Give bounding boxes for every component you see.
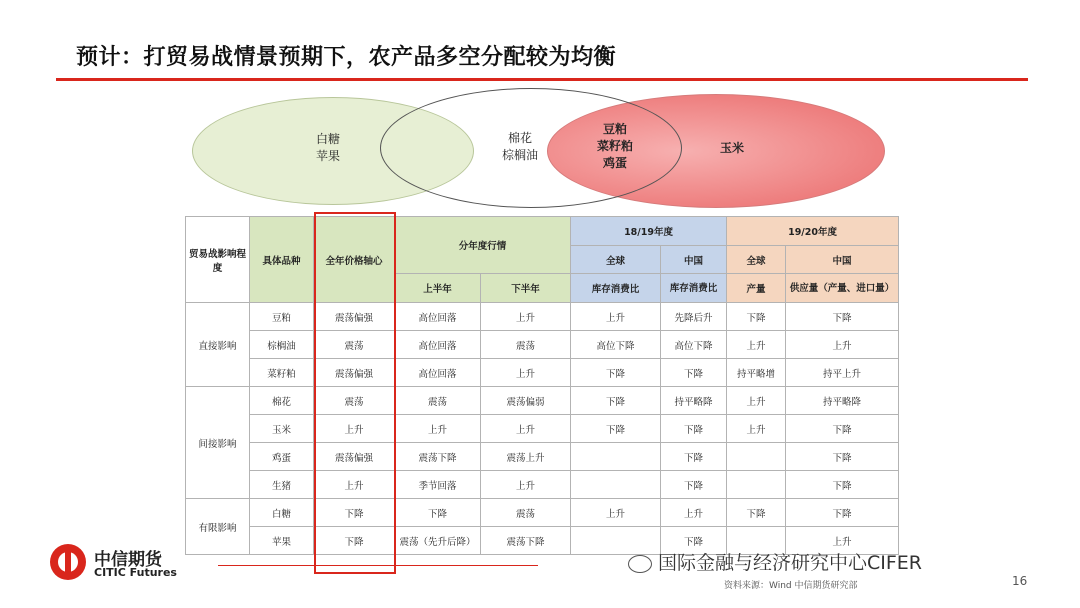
table-row xyxy=(186,387,899,415)
cell: 高位回落 xyxy=(395,303,481,331)
cell xyxy=(727,471,786,499)
header-1920-global-production: 产量 xyxy=(727,274,786,303)
table-row xyxy=(186,471,899,499)
cell: 上升 xyxy=(727,331,786,359)
venn-middle-line-2: 棕榈油 xyxy=(501,148,538,162)
cell: 震荡 xyxy=(395,387,481,415)
table-row xyxy=(186,359,899,387)
cell: 震荡 xyxy=(314,387,395,415)
cell: 上升 xyxy=(481,303,571,331)
header-1920-china-supply: 供应量（产量、进口量） xyxy=(786,274,899,303)
header-second-half: 下半年 xyxy=(481,274,571,303)
cell: 震荡上升 xyxy=(481,443,571,471)
group-label-indirect: 间接影响 xyxy=(186,387,250,499)
venn-right-line-1: 玉米 xyxy=(719,141,744,155)
table-row xyxy=(186,415,899,443)
cell xyxy=(571,443,661,471)
cell: 持平略增 xyxy=(727,359,786,387)
logo-text-en: CITIC Futures xyxy=(94,566,177,579)
wechat-icon xyxy=(628,555,652,573)
cell: 持平略降 xyxy=(661,387,727,415)
venn-overlap-line-2: 菜籽粕 xyxy=(596,139,633,153)
cell: 豆粕 xyxy=(250,303,314,331)
cell: 震荡 xyxy=(481,331,571,359)
cell: 下降 xyxy=(727,303,786,331)
cell: 上升 xyxy=(786,331,899,359)
cell: 下降 xyxy=(314,499,395,527)
cell: 震荡 xyxy=(314,331,395,359)
cell: 持平上升 xyxy=(786,359,899,387)
cell: 下降 xyxy=(661,359,727,387)
slide-title: 预计：打贸易战情景预期下，农产品多空分配较为均衡 xyxy=(76,45,617,70)
cell: 震荡偏强 xyxy=(314,359,395,387)
cell: 上升 xyxy=(661,499,727,527)
header-season-1819: 18/19年度 xyxy=(571,217,727,246)
header-half-year-group: 分年度行情 xyxy=(395,217,571,274)
header-impact-degree: 贸易战影响程度 xyxy=(186,217,250,303)
cell: 上升 xyxy=(571,499,661,527)
cell: 下降 xyxy=(786,499,899,527)
cell: 下降 xyxy=(571,359,661,387)
cell: 震荡偏强 xyxy=(314,443,395,471)
cell: 持平略降 xyxy=(786,387,899,415)
cell: 下降 xyxy=(571,387,661,415)
impact-table-wrapper xyxy=(185,216,898,555)
cell: 鸡蛋 xyxy=(250,443,314,471)
cell: 上升 xyxy=(481,415,571,443)
header-1920-china: 中国 xyxy=(786,246,899,274)
cell: 震荡（先升后降） xyxy=(395,527,481,555)
header-season-1920: 19/20年度 xyxy=(727,217,899,246)
venn-overlap-line-3: 鸡蛋 xyxy=(602,156,627,170)
table-row xyxy=(186,499,899,527)
cell: 先降后升 xyxy=(661,303,727,331)
cell: 菜籽粕 xyxy=(250,359,314,387)
venn-overlap-label xyxy=(580,121,650,172)
cell: 下降 xyxy=(661,443,727,471)
page-number: 16 xyxy=(1012,574,1028,588)
cell: 生猪 xyxy=(250,471,314,499)
venn-left-line-2: 苹果 xyxy=(315,149,340,163)
venn-overlap-line-1: 豆粕 xyxy=(602,122,627,136)
impact-table xyxy=(185,216,899,555)
cell: 上升 xyxy=(727,415,786,443)
cell: 震荡下降 xyxy=(481,527,571,555)
cell: 上升 xyxy=(395,415,481,443)
watermark-text: 国际金融与经济研究中心CIFER xyxy=(658,552,923,574)
cell: 高位回落 xyxy=(395,359,481,387)
cell: 震荡下降 xyxy=(395,443,481,471)
cell: 下降 xyxy=(661,471,727,499)
group-label-limited: 有限影响 xyxy=(186,499,250,555)
cell: 高位下降 xyxy=(571,331,661,359)
header-first-half: 上半年 xyxy=(395,274,481,303)
header-1819-global-stock: 库存消费比 xyxy=(571,274,661,303)
cell: 上升 xyxy=(481,471,571,499)
table-row xyxy=(186,331,899,359)
cell: 上升 xyxy=(786,527,899,555)
venn-left-label xyxy=(308,131,348,165)
header-1920-global: 全球 xyxy=(727,246,786,274)
venn-middle-line-1: 棉花 xyxy=(507,131,532,145)
annual-center-highlight-box xyxy=(314,212,396,574)
cell: 下降 xyxy=(727,499,786,527)
venn-right-label xyxy=(710,140,754,157)
cell: 苹果 xyxy=(250,527,314,555)
header-variety: 具体品种 xyxy=(250,217,314,303)
footer-divider xyxy=(218,565,538,566)
cell: 震荡偏弱 xyxy=(481,387,571,415)
header-annual-center: 全年价格轴心 xyxy=(314,217,395,303)
citic-logo-icon xyxy=(50,544,86,580)
venn-diagram xyxy=(190,88,920,208)
cell: 下降 xyxy=(395,499,481,527)
title-divider xyxy=(56,78,1028,81)
header-1819-global: 全球 xyxy=(571,246,661,274)
cell xyxy=(727,443,786,471)
venn-left-line-1: 白糖 xyxy=(315,132,340,146)
cell: 高位回落 xyxy=(395,331,481,359)
header-1819-china: 中国 xyxy=(661,246,727,274)
table-row xyxy=(186,303,899,331)
cell: 高位下降 xyxy=(661,331,727,359)
cell: 下降 xyxy=(786,443,899,471)
cell: 下降 xyxy=(786,415,899,443)
logo-text-cn: 中信期货 xyxy=(94,550,162,570)
watermark xyxy=(628,548,922,575)
cell: 下降 xyxy=(661,415,727,443)
cell: 上升 xyxy=(481,359,571,387)
source-note: 资料来源：Wind 中信期货研究部 xyxy=(724,581,858,591)
cell: 棉花 xyxy=(250,387,314,415)
cell xyxy=(571,471,661,499)
cell: 上升 xyxy=(571,303,661,331)
cell: 玉米 xyxy=(250,415,314,443)
citic-futures-logo xyxy=(50,544,210,584)
cell: 下降 xyxy=(314,527,395,555)
cell: 下降 xyxy=(786,471,899,499)
venn-middle-label xyxy=(490,130,550,164)
group-label-direct: 直接影响 xyxy=(186,303,250,387)
cell: 上升 xyxy=(314,471,395,499)
cell: 下降 xyxy=(571,415,661,443)
cell: 下降 xyxy=(661,527,727,555)
cell: 白糖 xyxy=(250,499,314,527)
cell: 上升 xyxy=(314,415,395,443)
table-row xyxy=(186,443,899,471)
header-1819-china-stock: 库存消费比 xyxy=(661,274,727,303)
cell: 季节回落 xyxy=(395,471,481,499)
cell: 下降 xyxy=(786,303,899,331)
cell: 震荡偏强 xyxy=(314,303,395,331)
cell: 上升 xyxy=(727,387,786,415)
cell: 棕榈油 xyxy=(250,331,314,359)
cell: 震荡 xyxy=(481,499,571,527)
